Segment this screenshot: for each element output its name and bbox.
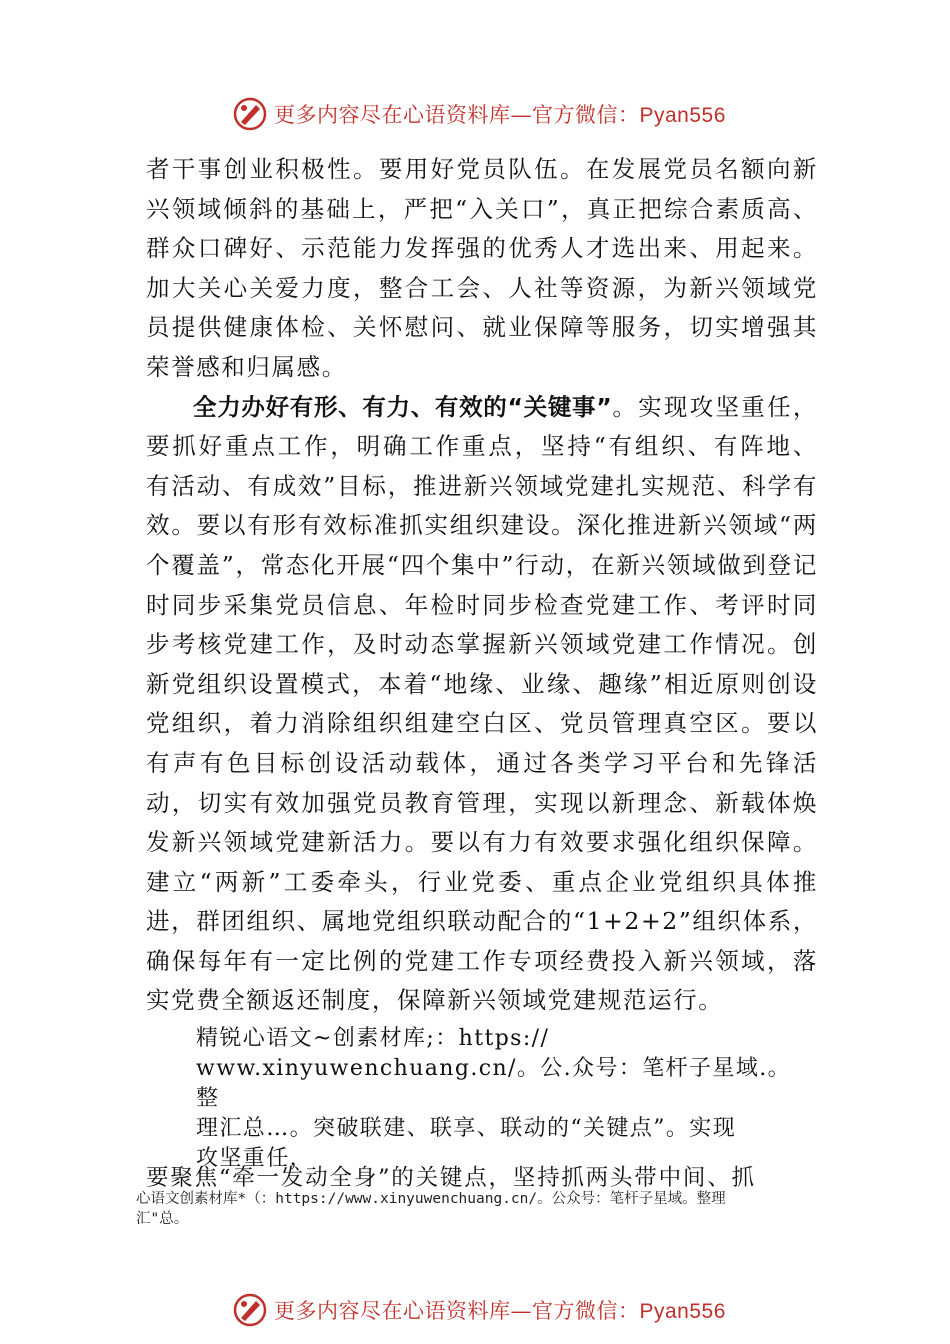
source-block xyxy=(196,1024,808,1174)
article-body xyxy=(146,150,818,1021)
paragraph-2-heading: 全力办好有形、有力、有效的“关键事” xyxy=(193,392,612,421)
footer-wechat-id: Pyan556 xyxy=(639,1300,726,1323)
footer-brand: 更多内容尽在心语资料库—官方微信：Pyan556 xyxy=(274,1299,726,1323)
paragraph-1: 者干事创业积极性。要用好党员队伍。在发展党员名额向新兴领域倾斜的基础上，严把“入关口”，真正把综合素质高、群众口碑好、示范能力发挥强的优秀人才选出来、用起来。 加大关心关爱力度，整合工会、人社等资源，为新兴领域党员提供健康体检、关怀慰问、就业保障等服务，切实增强其荣誉感和归属感。 xyxy=(146,155,818,381)
header-wechat-id: Pyan556 xyxy=(639,104,726,127)
page-footer xyxy=(232,1290,726,1330)
footnote xyxy=(136,1189,808,1229)
paragraph-2-text: 。实现攻坚重任，要抓好重点工作，明确工作重点，坚持“有组织、有阵地、 有活动、有成效”目标，推进新兴领域党建扎实规范、科学有效。要以有形有效标准抓实组织建设。深化推进新兴领域“两个覆盖”，常态化开展“四个集中”行动，在新兴领域做到登记时同步采集党员信息、年检时同步检查党建工作、考评时同步考核党建工作，及时动态掌握新兴领域党建工作情况。创新党组织设置模式，本着“地缘、业缘、趣缘”相近原则创设党组织，着力消除组织组建空白区、党员管理真空区。要以有声有色目标创设活动载体，通过各类学习平台和先锋活动，切实有效加强党员教育管理，实现以新理念、新载体焕发新兴领域党建新活力。要以有力有效要求强化组织保障。建立“两新”工委牵头，行业党委、重点企业党组织具体推进，群团组织、属地党组织联动配合的“1+2+2”组织体系，确保每年有一定比例的党建工作专项经费投入新兴领域，落实党费全额返还制度，保障新兴领域党建规范运行。 xyxy=(146,392,818,1015)
header-brand: 更多内容尽在心语资料库—官方微信：Pyan556 xyxy=(274,103,726,127)
page-header xyxy=(232,94,726,134)
pen-seal-icon xyxy=(232,96,268,132)
continued-line: 要聚焦“牵一发动全身”的关键点，坚持抓两头带中间、抓 xyxy=(146,1165,756,1191)
footnote-line-1: 心语文创素材库*（：https://www.xinyuwenchuang.cn/。公众号：笔杆子星域。整理 xyxy=(136,1191,726,1207)
source-line-2: www.xinyuwenchuang.cn/。公.众号：笔杆子星域.。整 xyxy=(196,1056,792,1111)
paragraph-2 xyxy=(146,388,818,1022)
source-line-4: 攻坚重任， xyxy=(196,1146,314,1171)
source-line-3: 理汇总…。突破联建、联享、联动的“关键点”。实现 xyxy=(196,1116,737,1141)
source-line-1: 精锐心语文~创素材库;：https:// xyxy=(196,1026,550,1051)
footnote-line-2: 汇"总。 xyxy=(136,1211,189,1227)
pen-seal-icon xyxy=(232,1292,268,1328)
